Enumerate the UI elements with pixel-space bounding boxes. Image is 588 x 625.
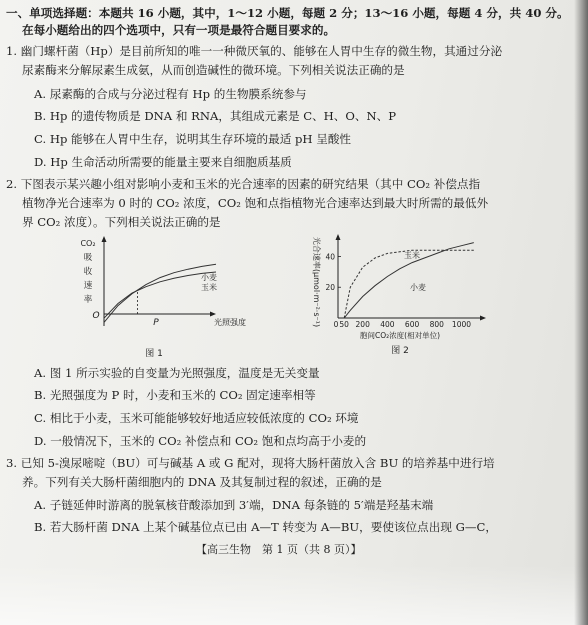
q1-option-a: A. 尿素酶的合成与分泌过程有 Hp 的生物膜系统参与 bbox=[34, 87, 307, 101]
figure-1-axes bbox=[102, 236, 217, 326]
q2-option-b: B. 光照强度为 P 时，小麦和玉米的 CO₂ 固定速率相等 bbox=[34, 388, 316, 402]
figure-2-caption: 图 2 bbox=[391, 346, 409, 356]
paper-edge-shadow bbox=[574, 0, 588, 625]
figure-1-origin-label: O bbox=[92, 311, 100, 321]
q1-stem-line1: 1. 幽门螺杆菌（Hp）是目前所知的唯一一种微厌氧的、能够在人胃中生存的微生物，其通过分泌 bbox=[6, 44, 503, 58]
figure-1-xlabel: 光照强度 bbox=[214, 318, 246, 327]
figure-2-x-tick-label: 400 bbox=[380, 320, 395, 329]
q1-option-d: D. Hp 生命活动所需要的能量主要来自细胞质基质 bbox=[34, 155, 292, 169]
figure-1-ylabel-char: 收 bbox=[83, 267, 93, 277]
figure-2-y-tick-label: 20 bbox=[325, 283, 335, 293]
figure-2-x-tick-label: 0 bbox=[333, 320, 339, 329]
figure-2-xlabel: 胞间CO₂浓度(相对单位) bbox=[360, 331, 440, 340]
figure-1-ylabel-char: 速 bbox=[83, 281, 93, 291]
figure-1-legend-corn: 玉米 bbox=[201, 283, 217, 292]
figure-1-ylabel-char: 率 bbox=[83, 295, 93, 305]
figure-2-legend-wheat: 小麦 bbox=[410, 283, 426, 292]
page-footer: 【高三生物 第 1 页（共 8 页）】 bbox=[196, 543, 362, 556]
q2-option-c: C. 相比于小麦，玉米可能能够较好地适应较低浓度的 CO₂ 环境 bbox=[34, 411, 359, 425]
figure-1-series-1-line bbox=[104, 272, 216, 318]
figure-1-legend-wheat: 小麦 bbox=[201, 273, 217, 282]
q3-stem-line2: 养。下列有关大肠杆菌细胞内的 DNA 及其复制过程的叙述，正确的是 bbox=[22, 475, 382, 489]
paper-shadow-bottom bbox=[0, 565, 588, 625]
figure-2-x-tick-label: 1000 bbox=[451, 320, 472, 329]
figure-1-chart bbox=[72, 232, 282, 362]
figure-1-p-label: P bbox=[153, 318, 159, 328]
figure-2-legend-corn: 玉米 bbox=[404, 251, 420, 260]
q2-option-a: A. 图 1 所示实验的自变量为光照强度，温度是无关变量 bbox=[34, 366, 320, 380]
q3-option-a: A. 子链延伸时游离的脱氧核苷酸添加到 3′端，DNA 每条链的 5′端是羟基末端 bbox=[34, 498, 434, 512]
q2-stem-line1: 2. 下图表示某兴趣小组对影响小麦和玉米的光合速率的因素的研究结果（其中 CO₂ 补偿点指 bbox=[6, 177, 481, 191]
figure-1-caption: 图 1 bbox=[145, 349, 163, 359]
q2-stem-line3: 界 CO₂ 浓度）。下列相关说法正确的是 bbox=[22, 215, 221, 229]
figure-1-ylabel bbox=[84, 253, 93, 305]
figure-2-y-tick-label: 40 bbox=[325, 252, 335, 262]
figure-1-ylabel-char: 吸 bbox=[83, 253, 93, 263]
q2-stem-line2: 植物净光合速率为 0 时的 CO₂ 浓度，CO₂ 饱和点指植物光合速率达到最大时所需的最低外 bbox=[22, 196, 489, 210]
figure-2-series-0-line bbox=[344, 250, 474, 318]
q1-option-c: C. Hp 能够在人胃中生存，说明其生存环境的最适 pH 呈酸性 bbox=[34, 132, 352, 146]
figure-2-x-tick-label: 800 bbox=[429, 320, 444, 329]
q3-stem-line1: 3. 已知 5-溴尿嘧啶（BU）可与碱基 A 或 G 配对，现将大肠杆菌放入含 BU 的培养基中进行培 bbox=[6, 456, 495, 470]
figure-2-x-tick-label: 200 bbox=[355, 320, 370, 329]
q2-option-d: D. 一般情况下，玉米的 CO₂ 补偿点和 CO₂ 饱和点均高于小麦的 bbox=[34, 434, 367, 448]
q3-option-b: B. 若大肠杆菌 DNA 上某个碱基位点已由 A—T 转变为 A—BU，要使该位点出现 G—C， bbox=[34, 520, 497, 534]
q1-option-b: B. Hp 的遗传物质是 DNA 和 RNA，其组成元素是 C、H、O、N、P bbox=[34, 109, 397, 123]
section-instruction: 在每小题给出的四个选项中，只有一项是最符合题目要求的。 bbox=[22, 23, 336, 37]
figure-2-axes bbox=[336, 234, 487, 321]
figure-2-x-tick-label: 600 bbox=[404, 320, 420, 329]
q1-stem-line2: 尿素酶来分解尿素生成氨，从而创造碱性的微环境。下列相关说法正确的是 bbox=[22, 63, 405, 77]
figure-2-x-tick-label: 50 bbox=[339, 320, 349, 329]
figure-2-chart bbox=[304, 232, 504, 362]
section-heading: 一、单项选择题：本题共 16 小题，其中，1～12 小题，每题 2 分；13～16 小题，每题 4 分，共 40 分。 bbox=[6, 6, 569, 20]
figure-2-ylabel: 光合速率(μmol·m⁻²·s⁻¹) bbox=[312, 236, 321, 328]
figure-1-ylabel-co2: CO₂ bbox=[80, 239, 96, 248]
